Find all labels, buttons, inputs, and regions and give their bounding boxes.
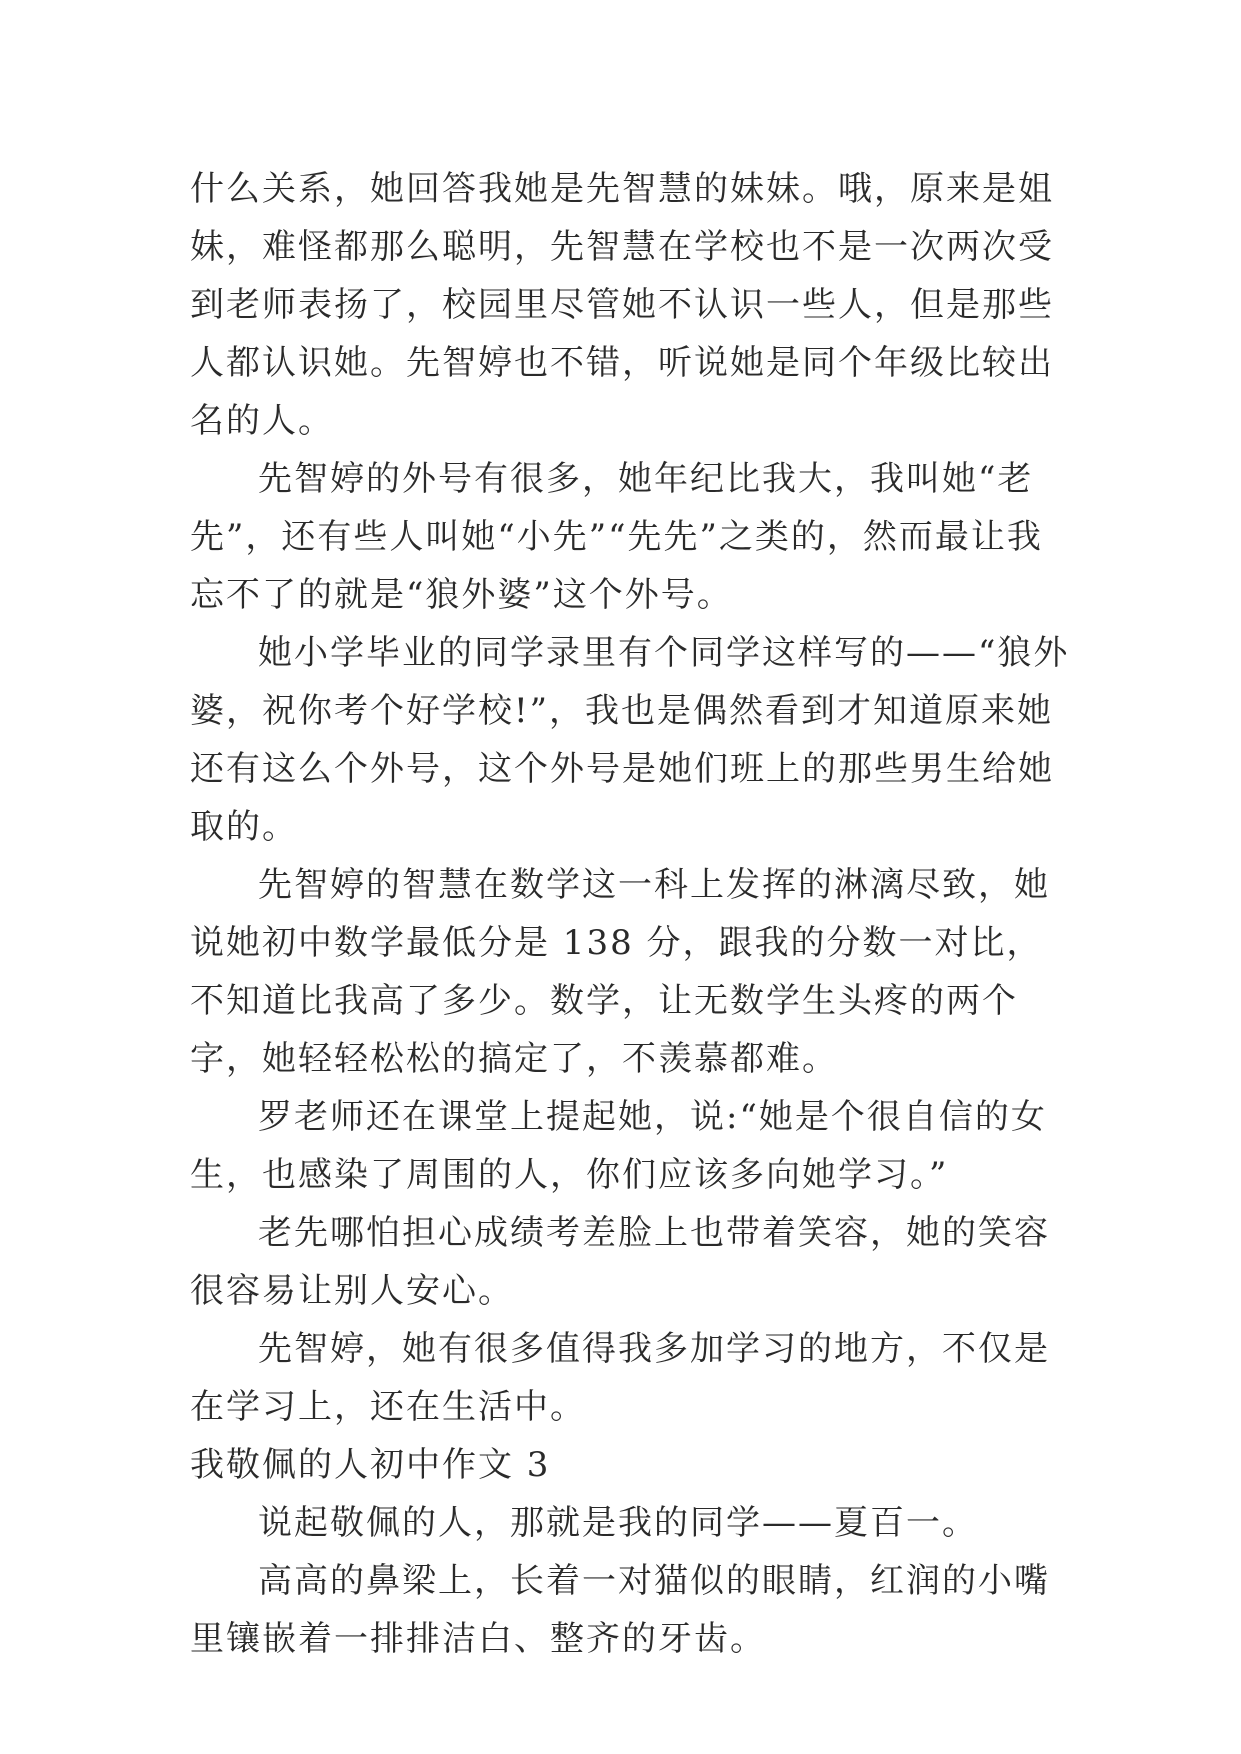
document-body bbox=[190, 160, 1070, 1668]
paragraph: 罗老师还在课堂上提起她，说:“她是个很自信的女生，也感染了周围的人，你们应该多向她学习。” bbox=[190, 1097, 1047, 1195]
paragraph: 老先哪怕担心成绩考差脸上也带着笑容，她的笑容很容易让别人安心。 bbox=[190, 1213, 1050, 1311]
section-heading: 我敬佩的人初中作文 3 bbox=[190, 1445, 551, 1485]
paragraph: 她小学毕业的同学录里有个同学这样写的——“狼外婆，祝你考个好学校!”，我也是偶然看到才知道原来她还有这么个外号，这个外号是她们班上的那些男生给她取的。 bbox=[190, 633, 1070, 847]
paragraph: 先智婷，她有很多值得我多加学习的地方，不仅是在学习上，还在生活中。 bbox=[190, 1329, 1050, 1427]
paragraph-continuation: 什么关系，她回答我她是先智慧的妹妹。哦，原来是姐妹，难怪都那么聪明，先智慧在学校也不是一次两次受到老师表扬了，校园里尽管她不认识一些人，但是那些人都认识她。先智婷也不错，听说她是同个年级比较出名的人。 bbox=[190, 169, 1054, 441]
paragraph: 先智婷的智慧在数学这一科上发挥的淋漓尽致，她说她初中数学最低分是 138 分，跟我的分数一对比，不知道比我高了多少。数学，让无数学生头疼的两个字，她轻轻松松的搞定了，不羡慕都难。 bbox=[190, 865, 1050, 1079]
paragraph: 高高的鼻梁上，长着一对猫似的眼睛，红润的小嘴里镶嵌着一排排洁白、整齐的牙齿。 bbox=[190, 1561, 1050, 1659]
paragraph: 先智婷的外号有很多，她年纪比我大，我叫她“老先”，还有些人叫她“小先”“先先”之类的，然而最让我忘不了的就是“狼外婆”这个外号。 bbox=[190, 459, 1043, 615]
paragraph: 说起敬佩的人，那就是我的同学——夏百一。 bbox=[258, 1503, 978, 1543]
